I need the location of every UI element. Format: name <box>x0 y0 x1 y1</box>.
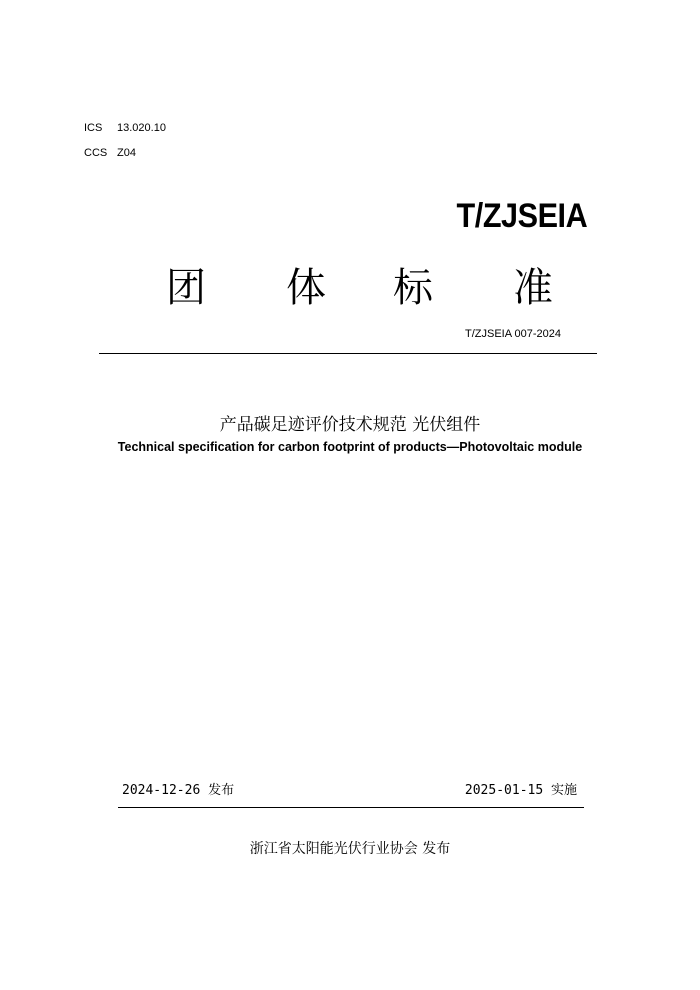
title-char-4: 准 <box>513 265 553 311</box>
top-divider <box>99 353 597 354</box>
standard-code: T/ZJSEIA <box>456 197 587 235</box>
standard-number: T/ZJSEIA 007-2024 <box>465 328 561 340</box>
title-english: Technical specification for carbon footprint of products—Photovoltaic module <box>117 440 583 454</box>
ics-value: 13.020.10 <box>117 122 166 134</box>
title-char-1: 团 <box>166 265 206 311</box>
ics-line <box>84 122 166 134</box>
document-type-title <box>0 258 700 318</box>
title-char-2: 体 <box>286 265 326 311</box>
release-date: 2024-12-26 发布 <box>122 783 235 798</box>
ics-label: ICS <box>84 122 103 134</box>
title-char-3: 标 <box>393 265 433 311</box>
bottom-divider <box>118 807 584 808</box>
title-chinese: 产品碳足迹评价技术规范 光伏组件 <box>219 415 481 435</box>
ccs-label: CCS <box>84 147 108 159</box>
ccs-value: Z04 <box>117 147 136 159</box>
issuing-organization: 浙江省太阳能光伏行业协会 发布 <box>249 841 451 857</box>
implementation-date: 2025-01-15 实施 <box>464 783 577 798</box>
ccs-line <box>84 147 136 159</box>
